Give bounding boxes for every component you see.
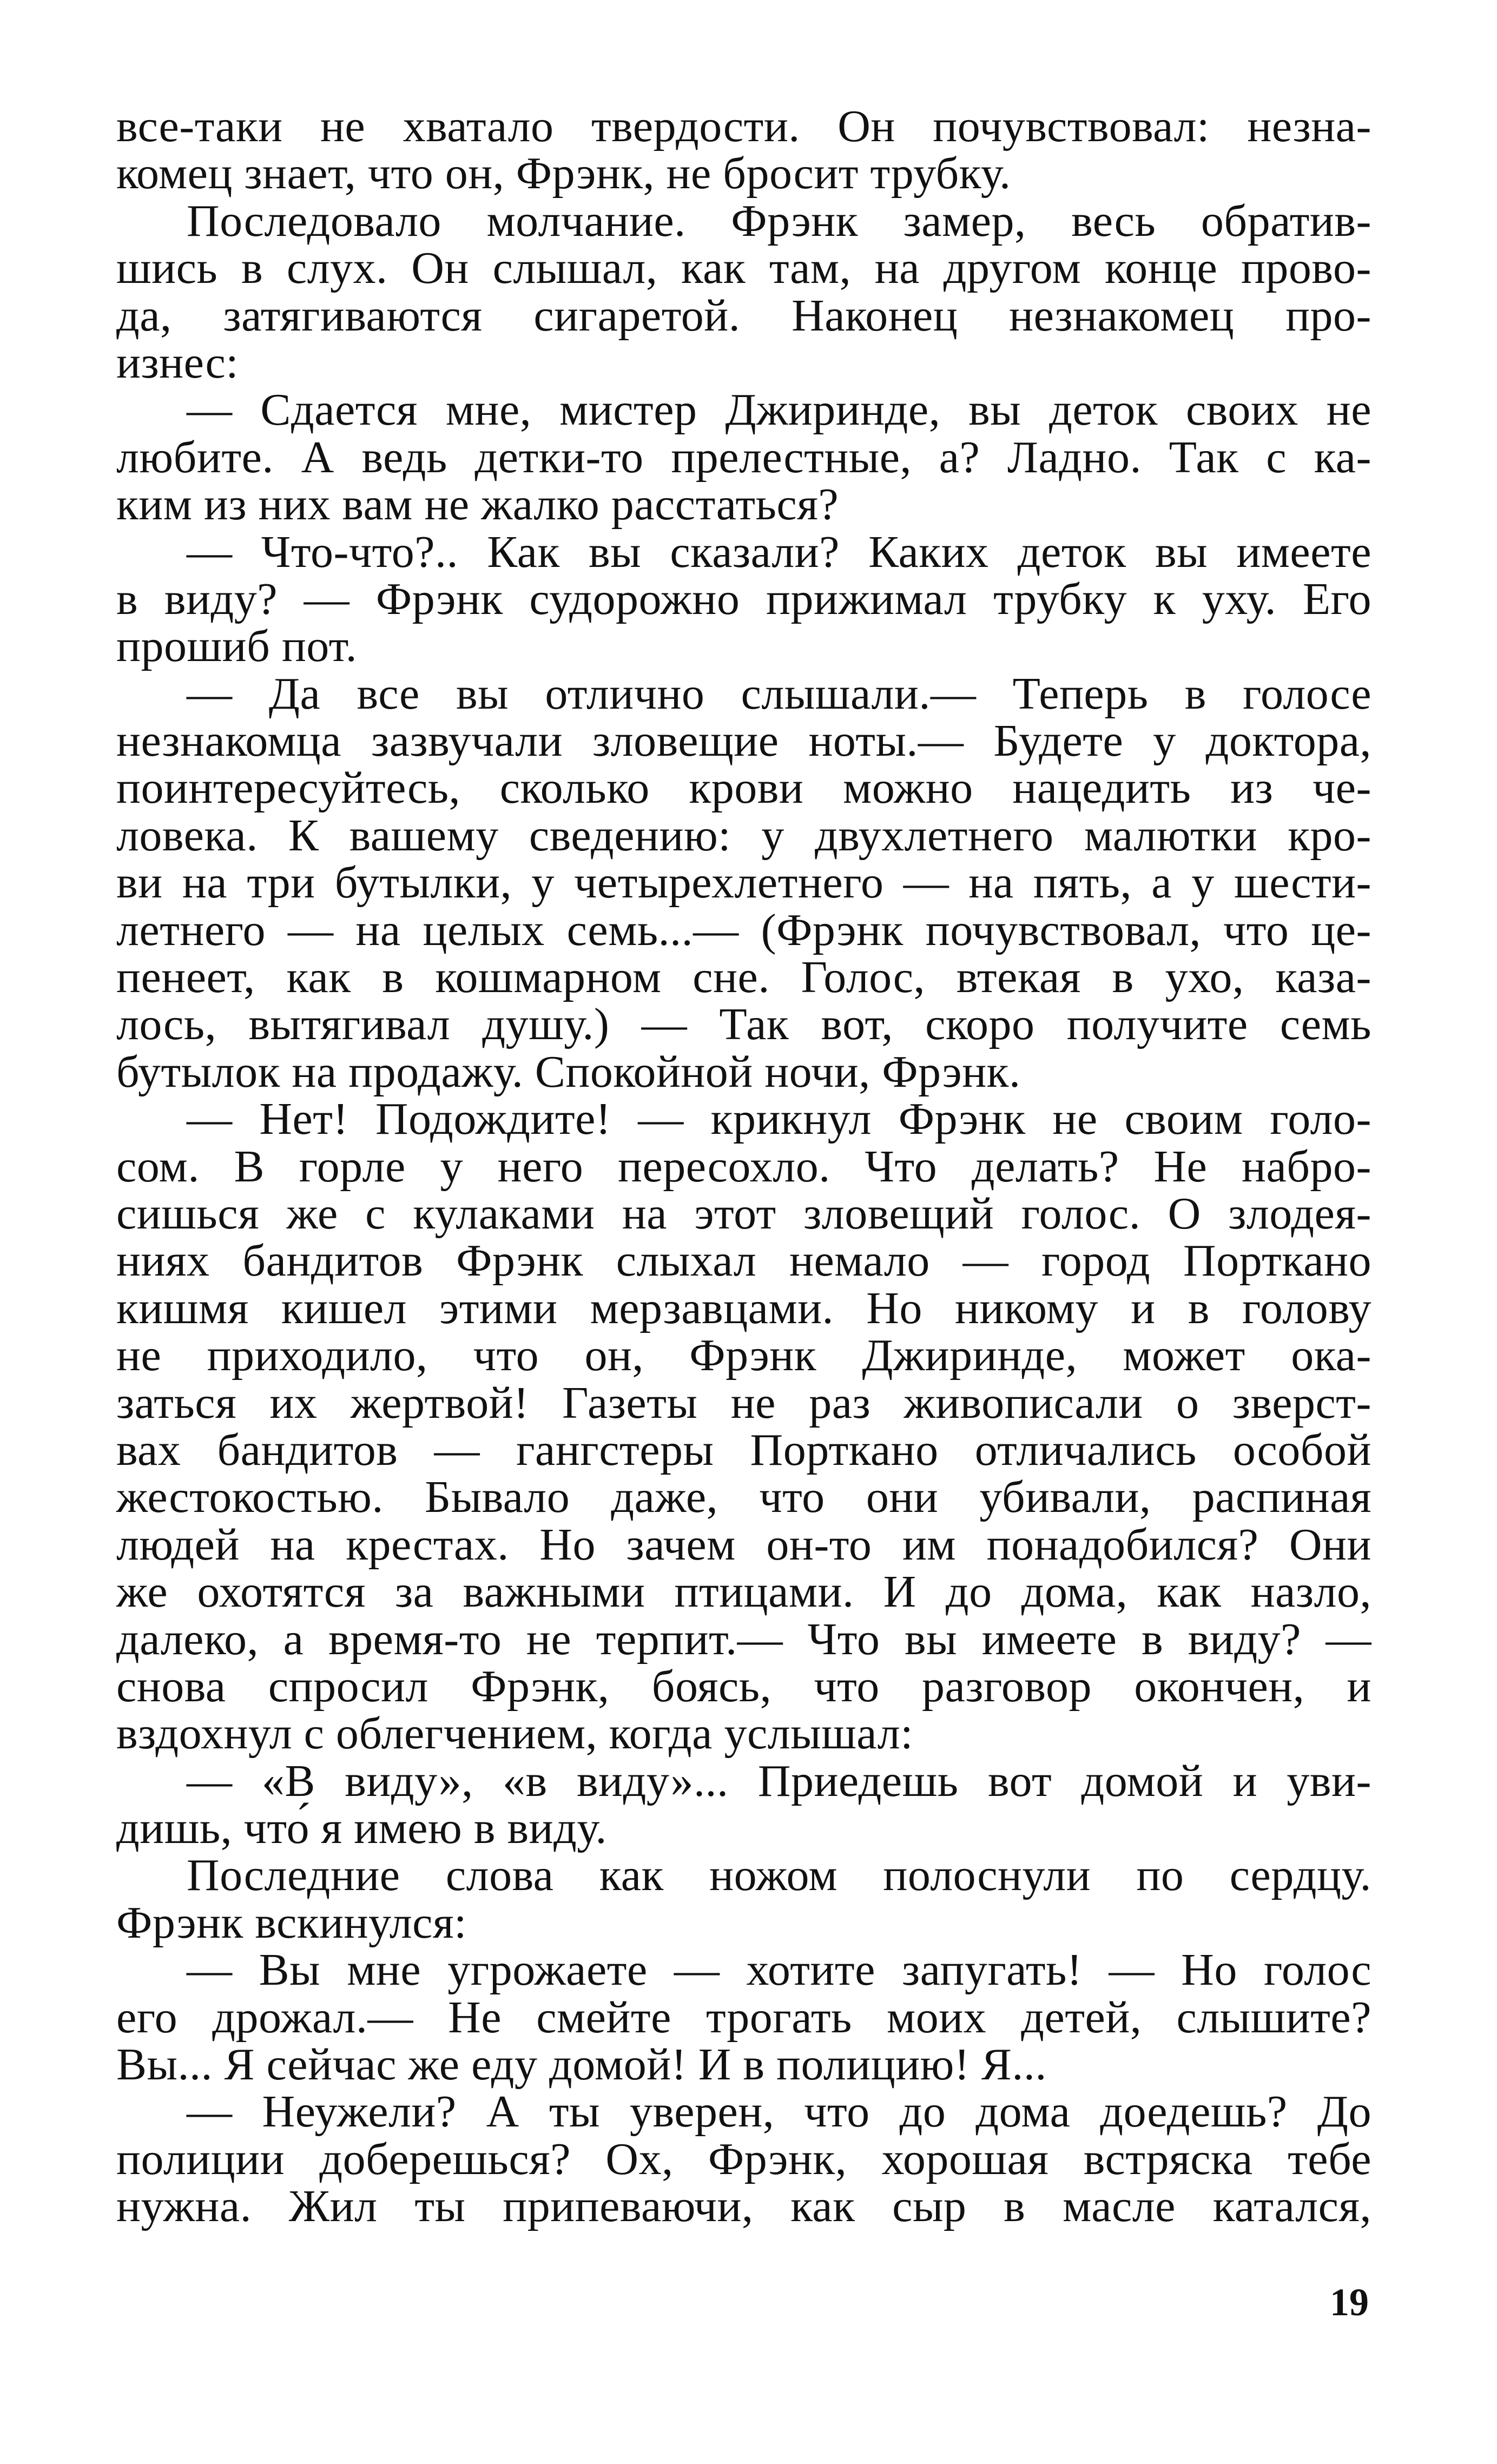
text-line: сом. В горле у него пересохло. Что делать? Не набро- bbox=[116, 1141, 1371, 1192]
text-line: незнакомца зазвучали зловещие ноты.— Будете у доктора, bbox=[116, 716, 1371, 767]
text-line: — Нет! Подождите! — крикнул Фрэнк не своим голо- bbox=[187, 1094, 1371, 1145]
text-line: жестокостью. Бывало даже, что они убивали, распиная bbox=[116, 1472, 1371, 1523]
text-line: — Сдается мне, мистер Джиринде, вы деток своих не bbox=[187, 385, 1371, 435]
text-line: далеко, а время-то не терпит.— Что вы имеете в виду? — bbox=[116, 1614, 1371, 1664]
text-line: заться их жертвой! Газеты не раз живописали о зверст- bbox=[116, 1377, 1371, 1428]
text-line: снова спросил Фрэнк, боясь, что разговор окончен, и bbox=[116, 1661, 1371, 1712]
text-line: его дрожал.— Не смейте трогать моих детей, слышите? bbox=[116, 1992, 1371, 2043]
text-line: все-таки не хватало твердости. Он почувствовал: незна- bbox=[116, 101, 1371, 151]
text-line: — Неужели? А ты уверен, что до дома доедешь? До bbox=[187, 2086, 1371, 2137]
text-line: поинтересуйтесь, сколько крови можно нацедить из че- bbox=[116, 763, 1371, 814]
text-line: Последние слова как ножом полоснули по сердцу. bbox=[187, 1850, 1371, 1901]
text-line: в виду? — Фрэнк судорожно прижимал трубку к уху. Его bbox=[116, 573, 1371, 624]
text-line: изнес: bbox=[116, 337, 239, 388]
text-line: вах бандитов — гангстеры Порткано отличались особой bbox=[116, 1424, 1371, 1475]
text-line: же охотятся за важными птицами. И до дома, как назло, bbox=[116, 1567, 1371, 1617]
text-line: Последовало молчание. Фрэнк замер, весь обратив- bbox=[187, 195, 1371, 246]
text-line: шись в слух. Он слышал, как там, на другом конце прово- bbox=[116, 243, 1371, 294]
text-line: — Что-что?.. Как вы сказали? Каких деток вы имеете bbox=[187, 526, 1371, 577]
text-line: бутылок на продажу. Спокойной ночи, Фрэнк. bbox=[116, 1046, 1021, 1097]
text-line: нужна. Жил ты припеваючи, как сыр в масле катался, bbox=[116, 2181, 1371, 2232]
text-line: вздохнул с облегчением, когда услышал: bbox=[116, 1708, 914, 1759]
text-line: комец знает, что он, Фрэнк, не бросит трубку. bbox=[116, 148, 1011, 199]
text-line: ниях бандитов Фрэнк слыхал немало — город Порткано bbox=[116, 1236, 1371, 1286]
text-line: Фрэнк вскинулся: bbox=[116, 1897, 467, 1948]
text-line: — Вы мне угрожаете — хотите запугать! — Но голос bbox=[187, 1945, 1371, 1996]
text-line: — «В виду», «в виду»... Приедешь вот домой и уви- bbox=[187, 1755, 1371, 1806]
text-line: дишь, что́ я имею в виду. bbox=[116, 1803, 607, 1854]
text-line: ким из них вам не жалко расстаться? bbox=[116, 479, 839, 530]
text-line: летнего — на целых семь...— (Фрэнк почувствовал, что це- bbox=[116, 904, 1371, 955]
text-line: пенеет, как в кошмарном сне. Голос, втекая в ухо, каза- bbox=[116, 952, 1371, 1003]
text-line: лось, вытягивал душу.) — Так вот, скоро получите семь bbox=[116, 999, 1371, 1050]
text-line: ловека. К вашему сведению: у двухлетнего малютки кро- bbox=[116, 810, 1371, 861]
text-line: ви на три бутылки, у четырехлетнего — на пять, а у шести- bbox=[116, 857, 1371, 908]
page-number: 19 bbox=[1330, 2281, 1369, 2324]
text-line: любите. А ведь детки-то прелестные, а? Ладно. Так с ка- bbox=[116, 432, 1371, 483]
text-line: кишмя кишел этими мерзавцами. Но никому и в голову bbox=[116, 1283, 1371, 1333]
text-line: не приходило, что он, Фрэнк Джиринде, может ока- bbox=[116, 1330, 1371, 1381]
page-body bbox=[116, 103, 1371, 2230]
text-line: полиции доберешься? Ох, Фрэнк, хорошая встряска тебе bbox=[116, 2133, 1371, 2184]
text-line: Вы... Я сейчас же еду домой! И в полицию! Я... bbox=[116, 2039, 1047, 2090]
text-line: — Да все вы отлично слышали.— Теперь в голосе bbox=[187, 668, 1371, 719]
text-line: людей на крестах. Но зачем он-то им понадобился? Они bbox=[116, 1519, 1371, 1570]
text-line: сишься же с кулаками на этот зловещий голос. О злодея- bbox=[116, 1188, 1371, 1239]
text-line: да, затягиваются сигаретой. Наконец незнакомец про- bbox=[116, 290, 1371, 341]
text-line: прошиб пот. bbox=[116, 621, 358, 672]
